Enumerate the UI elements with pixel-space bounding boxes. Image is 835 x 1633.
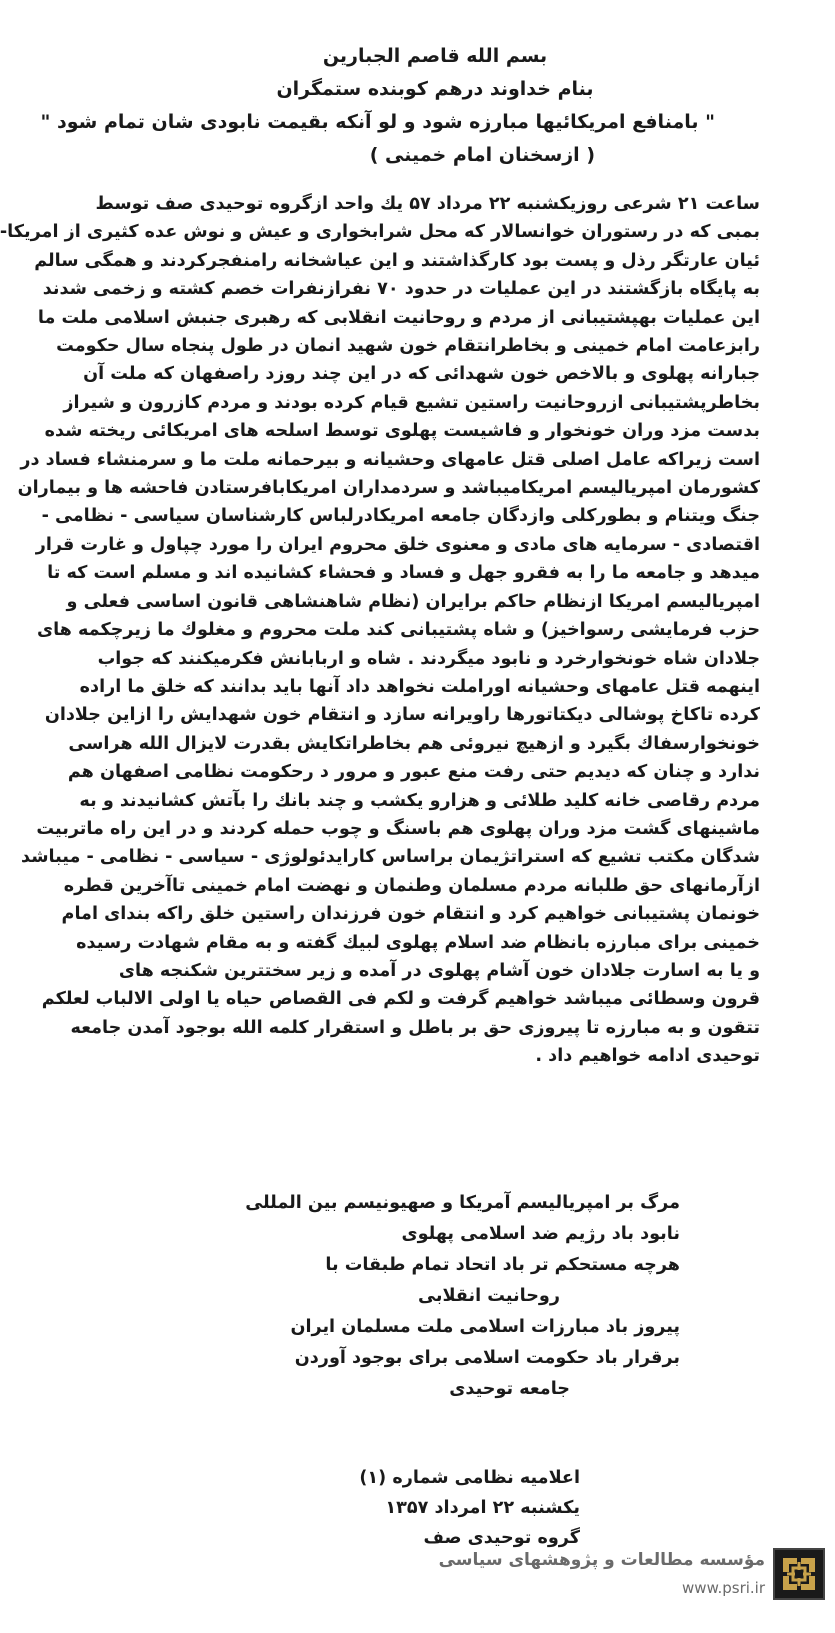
- body-line: اقتصادی - سرمایه های مادی و معنوی خلق محروم ایران را مورد چپاول و غارت قرار: [35, 534, 760, 555]
- body-line: بمبی که در رستوران خوانسالار که محل شرابخواری و عیش و نوش عده کثیری از امریکا-: [0, 222, 760, 243]
- body-line: اینهمه قتل عامهای وحشیانه اوراملت نخواهد داد آنها باید بدانند که خلق ما اراده: [79, 676, 760, 697]
- body-line: مردم رقاصی خانه کلید طلائی و هزارو یکشب و چند بانك را بآتش کشانیدند و به: [79, 790, 760, 811]
- body-line: تتقون و به مبارزه تا پیروزی حق بر باطل و استقرار کلمه الله بوجود آمدن جامعه: [70, 1017, 760, 1038]
- body-line: ساعت ۲۱ شرعی روزیکشنبه ۲۲ مرداد ۵۷ یك واحد ازگروه توحیدی صف توسط: [95, 194, 760, 214]
- body-line: جلادان شاه خونخوارخرد و نابود میگردند . شاه و اربابانش فکرمیکنند که جواب: [97, 648, 760, 669]
- body-line: کشورمان امپریالیسم امریکامیباشد و سردمداران امریکابافرستادن فاحشه ها و بیماران: [17, 478, 760, 499]
- body-line: رابزعامت امام خمینی و بخاطرانتقام خون شهید انمان در طول پنجاه سال حکومت: [56, 336, 760, 357]
- body-line: است زیراکه عامل اصلی قتل عامهای وحشیانه و بیرحمانه ملت ما و سرمنشاء فساد در: [20, 449, 760, 470]
- body-line: این عملیات بهپشتیبانی از مردم و روحانیت انقلابی که رهبری جنبش اسلامی ملت ما: [37, 307, 760, 328]
- body-line: ئیان عارتگر رذل و پست بود کارگذاشتند و این عیاشخانه رامنفجرکردند و همگی سالم: [34, 250, 760, 271]
- basmala: بسم الله قاصم الجبارین: [322, 45, 548, 67]
- body-line: توحیدی ادامه خواهیم داد .: [535, 1046, 760, 1067]
- slogan-line: برقرار باد حکومت اسلامی برای بوجود آوردن: [294, 1348, 680, 1368]
- body-line: جنگ ویتنام و بطورکلی وازدگان جامعه امریکادرلباس کارشناسان سیاسی - نظامی -: [41, 506, 760, 527]
- slogan-line: مرگ بر امپریالیسم آمریکا و صهیونیسم بین المللی: [245, 1193, 680, 1213]
- body-line: و یا به اسارت جلادان خون آشام پهلوی در آمده و زیر سختترین شکنجه های: [118, 960, 760, 981]
- body-line: میدهد و جامعه ما را به فقرو جهل و فساد و فحشاء کشانیده اند و مسلم است که تا: [47, 563, 760, 584]
- watermark-org-name: مؤسسه مطالعات و پژوهشهای سیاسی: [438, 1550, 765, 1570]
- body-line: شدگان مکتب تشیع که استراتژیمان براساس کارایدئولوژی - سیاسی - نظامی - میباشد: [21, 847, 760, 868]
- institute-logo-icon: [773, 1548, 825, 1600]
- body-line: ماشینهای گشت مزد وران پهلوی هم باسنگ و چوب حمله کردند و در این راه ماتربیت: [36, 818, 760, 839]
- watermark-url: www.psri.ir: [682, 1579, 765, 1597]
- slogan-line: پیروز باد مبارزات اسلامی ملت مسلمان ایران: [290, 1317, 680, 1337]
- body-line: بخاطرپشتیبانی ازروحانیت راستین تشیع قیام کرده بودند و مردم کازرون و شیراز: [63, 392, 760, 413]
- slogan-line: جامعه توحیدی: [449, 1379, 570, 1399]
- group-signature: گروه توحیدی صف: [423, 1528, 580, 1548]
- announcement-number: اعلامیه نظامی شماره (۱): [359, 1468, 580, 1488]
- announcement-footer: [280, 1463, 580, 1553]
- announcement-date: یکشنبه ۲۲ امرداد ۱۳۵۷: [385, 1498, 580, 1518]
- body-line: خمینی برای مبارزه بانظام ضد اسلام پهلوی لبیك گفته و به مقام شهادت رسیده: [76, 932, 760, 953]
- slogan-line: نابود باد رژیم ضد اسلامی پهلوی: [401, 1224, 680, 1244]
- body-line: امپریالیسم امریکا ازنظام حاکم برایران (نظام شاهنشاهی قانون اساسی فعلی و: [66, 591, 760, 612]
- body-line: خونخوارسفاك بگیرد و ازهیچ نیروئی هم بخاطراتکایش بقدرت لایزال الله هراسی: [68, 733, 760, 754]
- body-line: خونمان پشتیبانی خواهیم کرد و انتقام خون فرزندان راستین خلق راکه بندای امام: [61, 904, 760, 925]
- body-line: بدست مزد وران خونخوار و فاشیست پهلوی توسط اسلحه های امریکائی ریخته شده: [44, 421, 760, 442]
- body-line: کرده تاکاخ پوشالی دیکتاتورها راویرانه سازد و انتقام خون شهدایش را ازاین جلادان: [44, 705, 760, 726]
- statement-body: [0, 190, 760, 1071]
- slogan-line: روحانیت انقلابی: [418, 1286, 560, 1306]
- body-line: قرون وسطائی میباشد خواهیم گرفت و لکم فی القصاص حیاه یا اولی الالباب لعلکم: [41, 989, 760, 1010]
- body-line: جبارانه پهلوی و بالاخص خون شهدائی که در این چند روزد راصفهان که ملت آن: [83, 364, 760, 385]
- quote-source: ( ازسخنان امام خمینی ): [369, 144, 595, 166]
- document-header: [40, 40, 715, 172]
- slogan-line: هرچه مستحکم تر باد اتحاد تمام طبقات با: [325, 1255, 680, 1275]
- header-quote: " بامنافع امریکائیها مبارزه شود و لو آنکه بقیمت نابودی شان تمام شود ": [40, 111, 715, 133]
- body-line: به پایگاه بازگشتند در این عملیات در حدود ۷۰ نفرازنفرات خصم کشته و زخمی شدند: [42, 279, 760, 300]
- header-invocation: بنام خداوند درهم کوبنده ستمگران: [276, 78, 594, 100]
- slogans-block: [210, 1188, 680, 1405]
- body-line: حزب فرمایشی رسواخیز) و شاه پشتیبانی کند ملت محروم و مغلوك ما زیرچکمه های: [36, 620, 760, 641]
- body-line: ندارد و چنان که دیدیم حتی رفت منع عبور و مرور د رحکومت نظامی اصفهان هم: [67, 762, 760, 783]
- body-line: ازآرمانهای حق طلبانه مردم مسلمان وطنمان و نهضت امام خمینی تاآخرین قطره: [63, 875, 760, 896]
